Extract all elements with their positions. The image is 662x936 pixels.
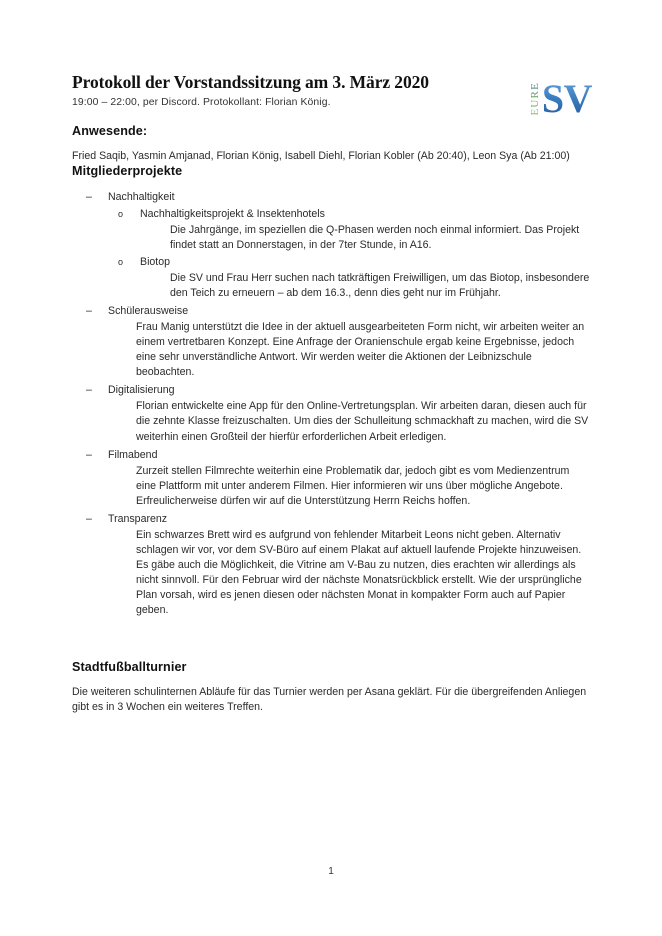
list-item-label: Biotop [140,256,171,269]
list-item [72,190,590,301]
list-item [72,448,590,509]
list-item-text: Ein schwarzes Brett wird es aufgrund von fehlender Mitarbeit Leons nicht geben. Alternativ schlagen wir vor, vor dem SV-Büro auf einem Plakat auf aktuell laufende Projekte hinzuweisen. Es gäbe auch die Möglichkeit, die Vitrine am V-Bau zu nutzen, dies erachten wir allerdings als nicht sinnvoll. Für den Februar wird der nächste Monatsrückblick erstellt. Wie der ursprüngliche Plan vorsah, wird es jenen diesen oder nächsten Monat in kompakter Form auch auf Papier geben. [136,528,582,616]
logo-sv-text: SV [541,76,592,122]
bullet-circle-icon: o [118,209,124,220]
list-item-label: Schülerausweise [108,305,189,318]
bullet-dash-icon: – [86,305,92,318]
list-item [72,383,590,444]
list-item [72,512,590,618]
list-item [108,255,590,301]
list-item-text: Die Jahrgänge, im speziellen die Q-Phasen werden noch einmal informiert. Das Projekt findet statt an Donnerstagen, in der 7ter Stunde, in A16. [170,224,580,252]
document-subtitle: 19:00 – 22:00, per Discord. Protokollant: Florian König. [72,97,331,109]
list-item [72,304,590,380]
anwesende-body: Fried Saqib, Yasmin Amjanad, Florian König, Isabell Diehl, Florian Kobler (Ab 20:40), Leon Sya (Ab 21:00) [72,150,570,162]
bullet-dash-icon: – [86,448,92,461]
list-item-label: Filmabend [108,448,158,461]
bullet-circle-icon: o [118,257,124,268]
list-item-label: Nachhaltigkeit [108,191,175,204]
page-title: Protokoll der Vorstandssitzung am 3. März 2020 [72,72,429,92]
section-heading-mitgliederprojekte: Mitgliederprojekte [72,164,183,179]
list-item-text: Florian entwickelte eine App für den Online-Vertretungsplan. Wir arbeiten daran, diesen auch für die zehnte Klasse freizuschalten. Um dies der Schulleitung schmackhaft zu machen, wird die SV weiterhin einen Großteil der hierfür erforderlichen Arbeit erledigen. [136,400,589,443]
document-header [72,72,590,124]
list-item-text: Frau Manig unterstützt die Idee in der aktuell ausgearbeiteten Form nicht, wir arbeiten weiter an einem vertretbaren Konzept. Eine Anfrage der Oranienschule ergab keine Ergebnisse, jedoch eine sehr unverständliche Antwort. Wir werden weiter die Aktionen der Leibnizschule beobachten. [136,321,585,379]
page-number: 1 [328,866,334,877]
sv-logo [528,68,592,122]
mitgliederprojekte-list [72,190,590,618]
bullet-dash-icon: – [86,384,92,397]
logo-eure-text: EURE [528,82,541,116]
list-item-label: Transparenz [108,512,168,525]
list-item-label: Nachhaltigkeitsprojekt & Insektenhotels [140,208,325,221]
list-item-text: Zurzeit stellen Filmrechte weiterhin eine Problematik dar, jedoch gibt es vom Medienzentrum eine Plattform mit unter anderem Filmen. Hier informieren wir uns über mögliche Angebote. Erfreulicherweise dürfen wir auf die Unterstützung Herrn Reichs hoffen. [136,464,570,507]
stadtfussballturnier-body: Die weiteren schulinternen Abläufe für das Turnier werden per Asana geklärt. Für die übergreifenden Anliegen gibt es in 3 Wochen ein weiteres Treffen. [72,685,587,713]
list-item [108,207,590,253]
list-item-text: Die SV und Frau Herr suchen nach tatkräftigen Freiwilligen, um das Biotop, insbesondere den Teich zu erneuern – ab dem 16.3., denn dies geht nur im Frühjahr. [170,272,590,300]
sub-list [108,207,590,301]
list-item-label: Digitalisierung [108,384,175,397]
section-heading-anwesende: Anwesende: [72,124,148,138]
bullet-dash-icon: – [86,191,92,204]
bullet-dash-icon: – [86,512,92,525]
section-heading-stadtfussballturnier: Stadtfußballturnier [72,659,187,674]
document-content [72,72,590,715]
